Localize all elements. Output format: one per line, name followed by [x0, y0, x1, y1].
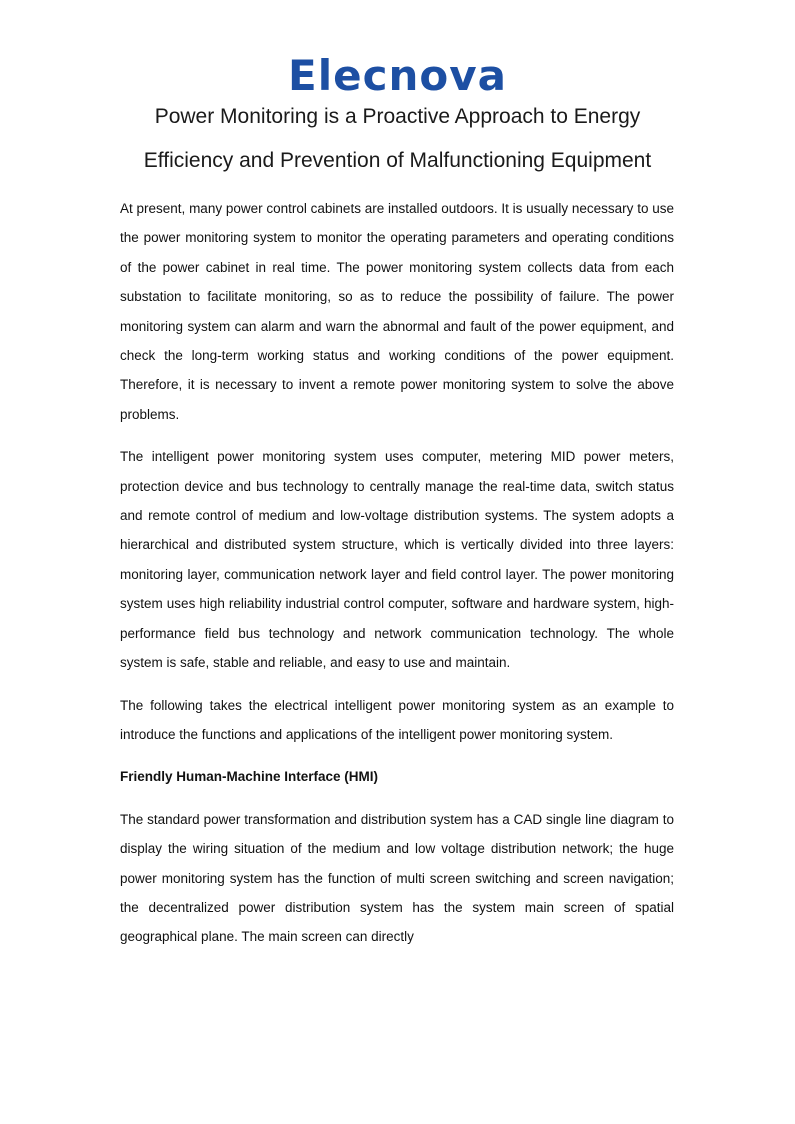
paragraph-system-overview: The intelligent power monitoring system uses computer, metering MID power meters, protection device and bus technology to centrally manage the real-time data, switch status and remote control of medium and low-voltage distribution systems. The system adopts a hierarchical and distributed system structure, which is vertically divided into three layers: monitoring layer, communication network layer and field control layer. The power monitoring system uses high reliability industrial control computer, software and hardware system, high-performance field bus technology and network communication technology. The whole system is safe, stable and reliable, and easy to use and maintain. — [120, 449, 674, 671]
paragraph-hmi: The standard power transformation and distribution system has a CAD single line diagram to display the wiring situation of the medium and low voltage distribution network; the huge power monitoring system has the function of multi screen switching and screen navigation; the decentralized power distribution system has the system main screen of spatial geographical plane. The main screen can directly — [120, 811, 674, 945]
logo-wordmark: Elecnova — [288, 51, 507, 100]
title-line-2: Efficiency and Prevention of Malfunctioning Equipment — [143, 149, 652, 172]
paragraph-example-intro: The following takes the electrical intelligent power monitoring system as an example to introduce the functions and applications of the intelligent power monitoring system. — [120, 697, 674, 742]
document-body — [120, 194, 674, 965]
section-heading-hmi: Friendly Human-Machine Interface (HMI) — [120, 769, 379, 785]
document-title — [100, 95, 695, 183]
title-line-1: Power Monitoring is a Proactive Approach to Energy — [154, 105, 641, 128]
paragraph-intro: At present, many power control cabinets are installed outdoors. It is usually necessary to use the power monitoring system to monitor the operating parameters and operating conditions of the power cabinet in real time. The power monitoring system collects data from each substation to facilitate monitoring, so as to reduce the possibility of failure. The power monitoring system can alarm and warn the abnormal and fault of the power equipment, and check the long-term working status and working conditions of the power equipment. Therefore, it is necessary to invent a remote power monitoring system to solve the above problems. — [120, 201, 674, 422]
